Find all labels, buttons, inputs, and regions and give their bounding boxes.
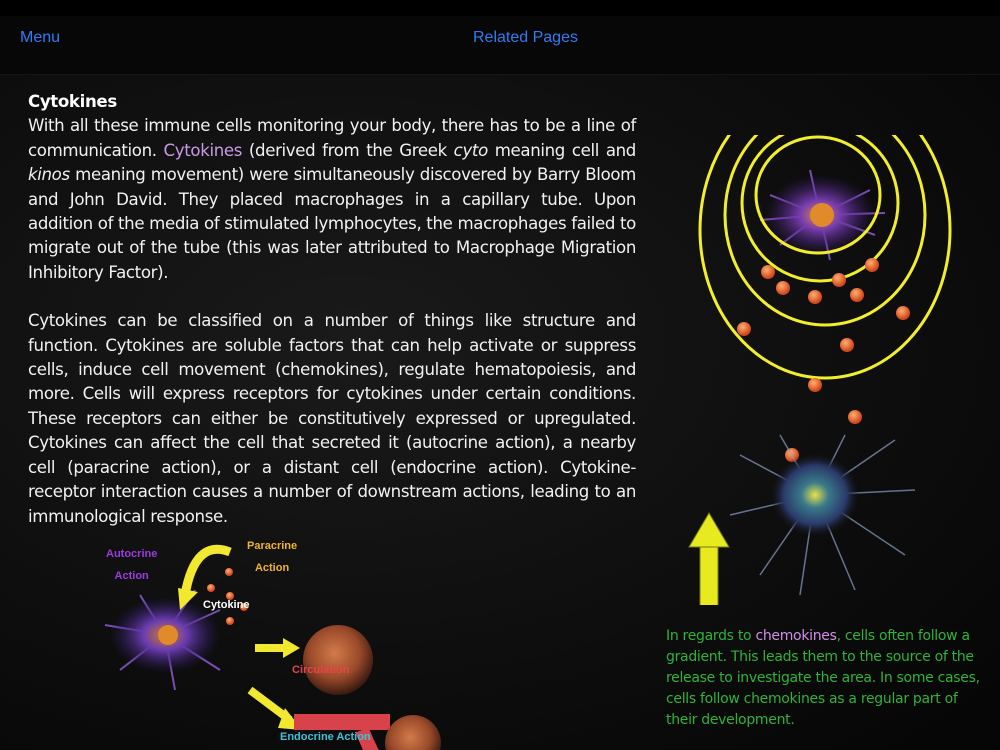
endocrine-target-cell — [383, 708, 453, 750]
article-paragraph-2: Cytokines can be classified on a number of things like structure and function. Cytokines are soluble factors that can help activate or suppress cells, induce cell movement (chemokines), regulate hematopoiesis, and more. Cells will express receptors for cytokines under certain conditions. These receptors can either be constitutively expressed or upregulated. Cytokines can affect the cell that secreted it (autocrine action), a nearby cell (paracrine action), or a distant cell (endocrine action). Cytokine-receptor interaction causes a number of downstream actions, leading to an immunological response. — [28, 311, 636, 526]
caption-text: , cells often follow a gradient. This leads them to the source of the release to investigate the area. In some cases, cells follow chemokines as a regular part of their development. — [666, 628, 980, 728]
cytokine-label: Cytokine — [203, 599, 250, 611]
paracrine-target-cell — [303, 625, 373, 695]
kinos-term: kinos — [28, 165, 70, 185]
cytokines-term: Cytokines — [163, 140, 243, 160]
autocrine-label-line-2: Action — [114, 570, 149, 582]
autocrine-label — [106, 543, 157, 587]
chemokine-gradient-illustration — [680, 135, 980, 605]
migration-arrow-icon — [689, 513, 729, 605]
chemokines-term: chemokines — [755, 628, 837, 644]
page-content — [0, 75, 1000, 750]
article — [28, 90, 636, 529]
paracrine-label-line-1: Paracrine — [247, 540, 298, 552]
article-heading: Cytokines — [28, 92, 117, 111]
paracrine-label — [247, 535, 297, 579]
status-bar — [0, 0, 1000, 16]
paragraph-text: meaning movement) were simultaneously discovered by Barry Bloom and John David. They placed macrophages in a capillary tube. Upon addition of the media of stimulated lymphocytes, the macrophages failed to migrate out of the tube (this was later attributed to Macrophage Migration Inhibitory Factor). — [28, 165, 636, 282]
related-pages-button[interactable]: Related Pages — [473, 29, 578, 46]
paragraph-text: With all these immune cells monitoring your body, there has to be a line of communication. — [28, 116, 636, 160]
endocrine-label: Endocrine Action — [280, 731, 371, 743]
navigation-bar — [0, 16, 1000, 75]
menu-button[interactable]: Menu — [20, 29, 61, 46]
chemokine-caption — [666, 626, 986, 731]
signaling-cell-nucleus — [810, 203, 834, 227]
cytokine-dots — [207, 568, 248, 625]
caption-text: In regards to — [666, 628, 756, 644]
paragraph-text: (derived from the Greek — [242, 140, 454, 160]
cyto-term: cyto — [453, 140, 488, 160]
secreting-cell-nucleus — [158, 625, 178, 645]
gradient-rings — [700, 135, 950, 378]
article-paragraph-1 — [28, 114, 636, 285]
paragraph-gap — [28, 285, 636, 309]
autocrine-label-line-1: Autocrine — [106, 548, 158, 560]
paracrine-label-line-2: Action — [254, 562, 290, 574]
paracrine-arrow-icon — [255, 638, 300, 658]
migrating-cell-body — [770, 453, 860, 537]
circulation-label: Circulation — [292, 664, 350, 676]
paragraph-text: meaning cell and — [487, 140, 636, 160]
